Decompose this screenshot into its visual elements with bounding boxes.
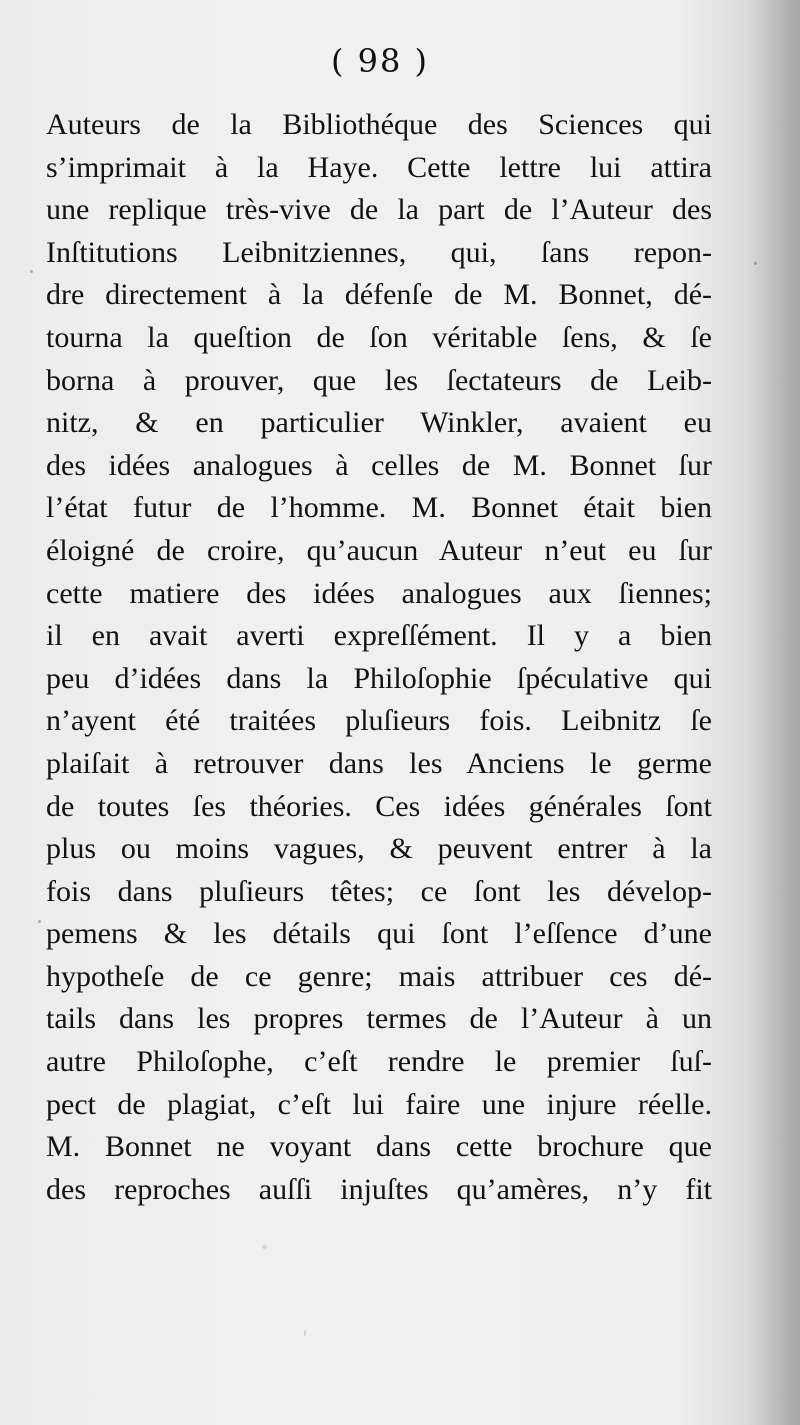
text-line: tails dans les propres termes de l’Auteur à un [46,1002,712,1036]
paper-speck [304,1330,306,1336]
text-line: M. Bonnet ne voyant dans cette brochure que [46,1130,712,1164]
text-line: nitz, & en particulier Winkler, avaient eu [46,406,712,440]
paper-speck [754,262,757,265]
text-line: peu d’idées dans la Philoſophie ſpéculative qui [46,661,712,695]
text-line: cette matiere des idées analogues aux ſiennes; [46,576,712,610]
text-line: borna à prouver, que les ſectateurs de Leib- [46,363,712,397]
body-text [46,104,712,1211]
paper-speck [262,1245,267,1249]
text-line: plus ou moins vagues, & peuvent entrer à la [46,832,712,866]
text-line: pemens & les détails qui ſont l’eſſence d’une [46,917,712,951]
text-line: pect de plagiat, c’eſt lui faire une injure réelle. [46,1087,712,1121]
page-gutter-shadow [748,0,800,1425]
text-line: Inſtitutions Leibnitziennes, qui, ſans repon- [46,235,712,269]
text-line: dre directement à la défenſe de M. Bonnet, dé- [46,278,712,312]
text-line: s’imprimait à la Haye. Cette lettre lui attira [46,150,712,184]
text-line: tourna la queſtion de ſon véritable ſens, & ſe [46,320,712,354]
text-line: des idées analogues à celles de M. Bonnet ſur [46,448,712,482]
text-line: autre Philoſophe, c’eſt rendre le premier ſuſ- [46,1045,712,1079]
paper-speck [38,920,41,923]
page-number: ( 98 ) [330,42,430,80]
paper-speck [30,270,33,273]
text-line: hypotheſe de ce genre; mais attribuer ces dé- [46,959,712,993]
text-line: de toutes ſes théories. Ces idées générales ſont [46,789,712,823]
text-line: il en avait averti expreſſément. Il y a bien [46,619,712,653]
text-line: n’ayent été traitées pluſieurs fois. Leibnitz ſe [46,704,712,738]
text-line: éloigné de croire, qu’aucun Auteur n’eut eu ſur [46,533,712,567]
text-line: des reproches auſſi injuſtes qu’amères, n’y fit [46,1172,712,1206]
text-line: Auteurs de la Bibliothéque des Sciences qui [46,108,712,141]
text-line: fois dans pluſieurs têtes; ce ſont les dévelop- [46,874,712,908]
text-line: l’état futur de l’homme. M. Bonnet était bien [46,491,712,525]
text-line: plaiſait à retrouver dans les Anciens le germe [46,746,712,780]
text-line: une replique très-vive de la part de l’Auteur des [46,193,712,227]
